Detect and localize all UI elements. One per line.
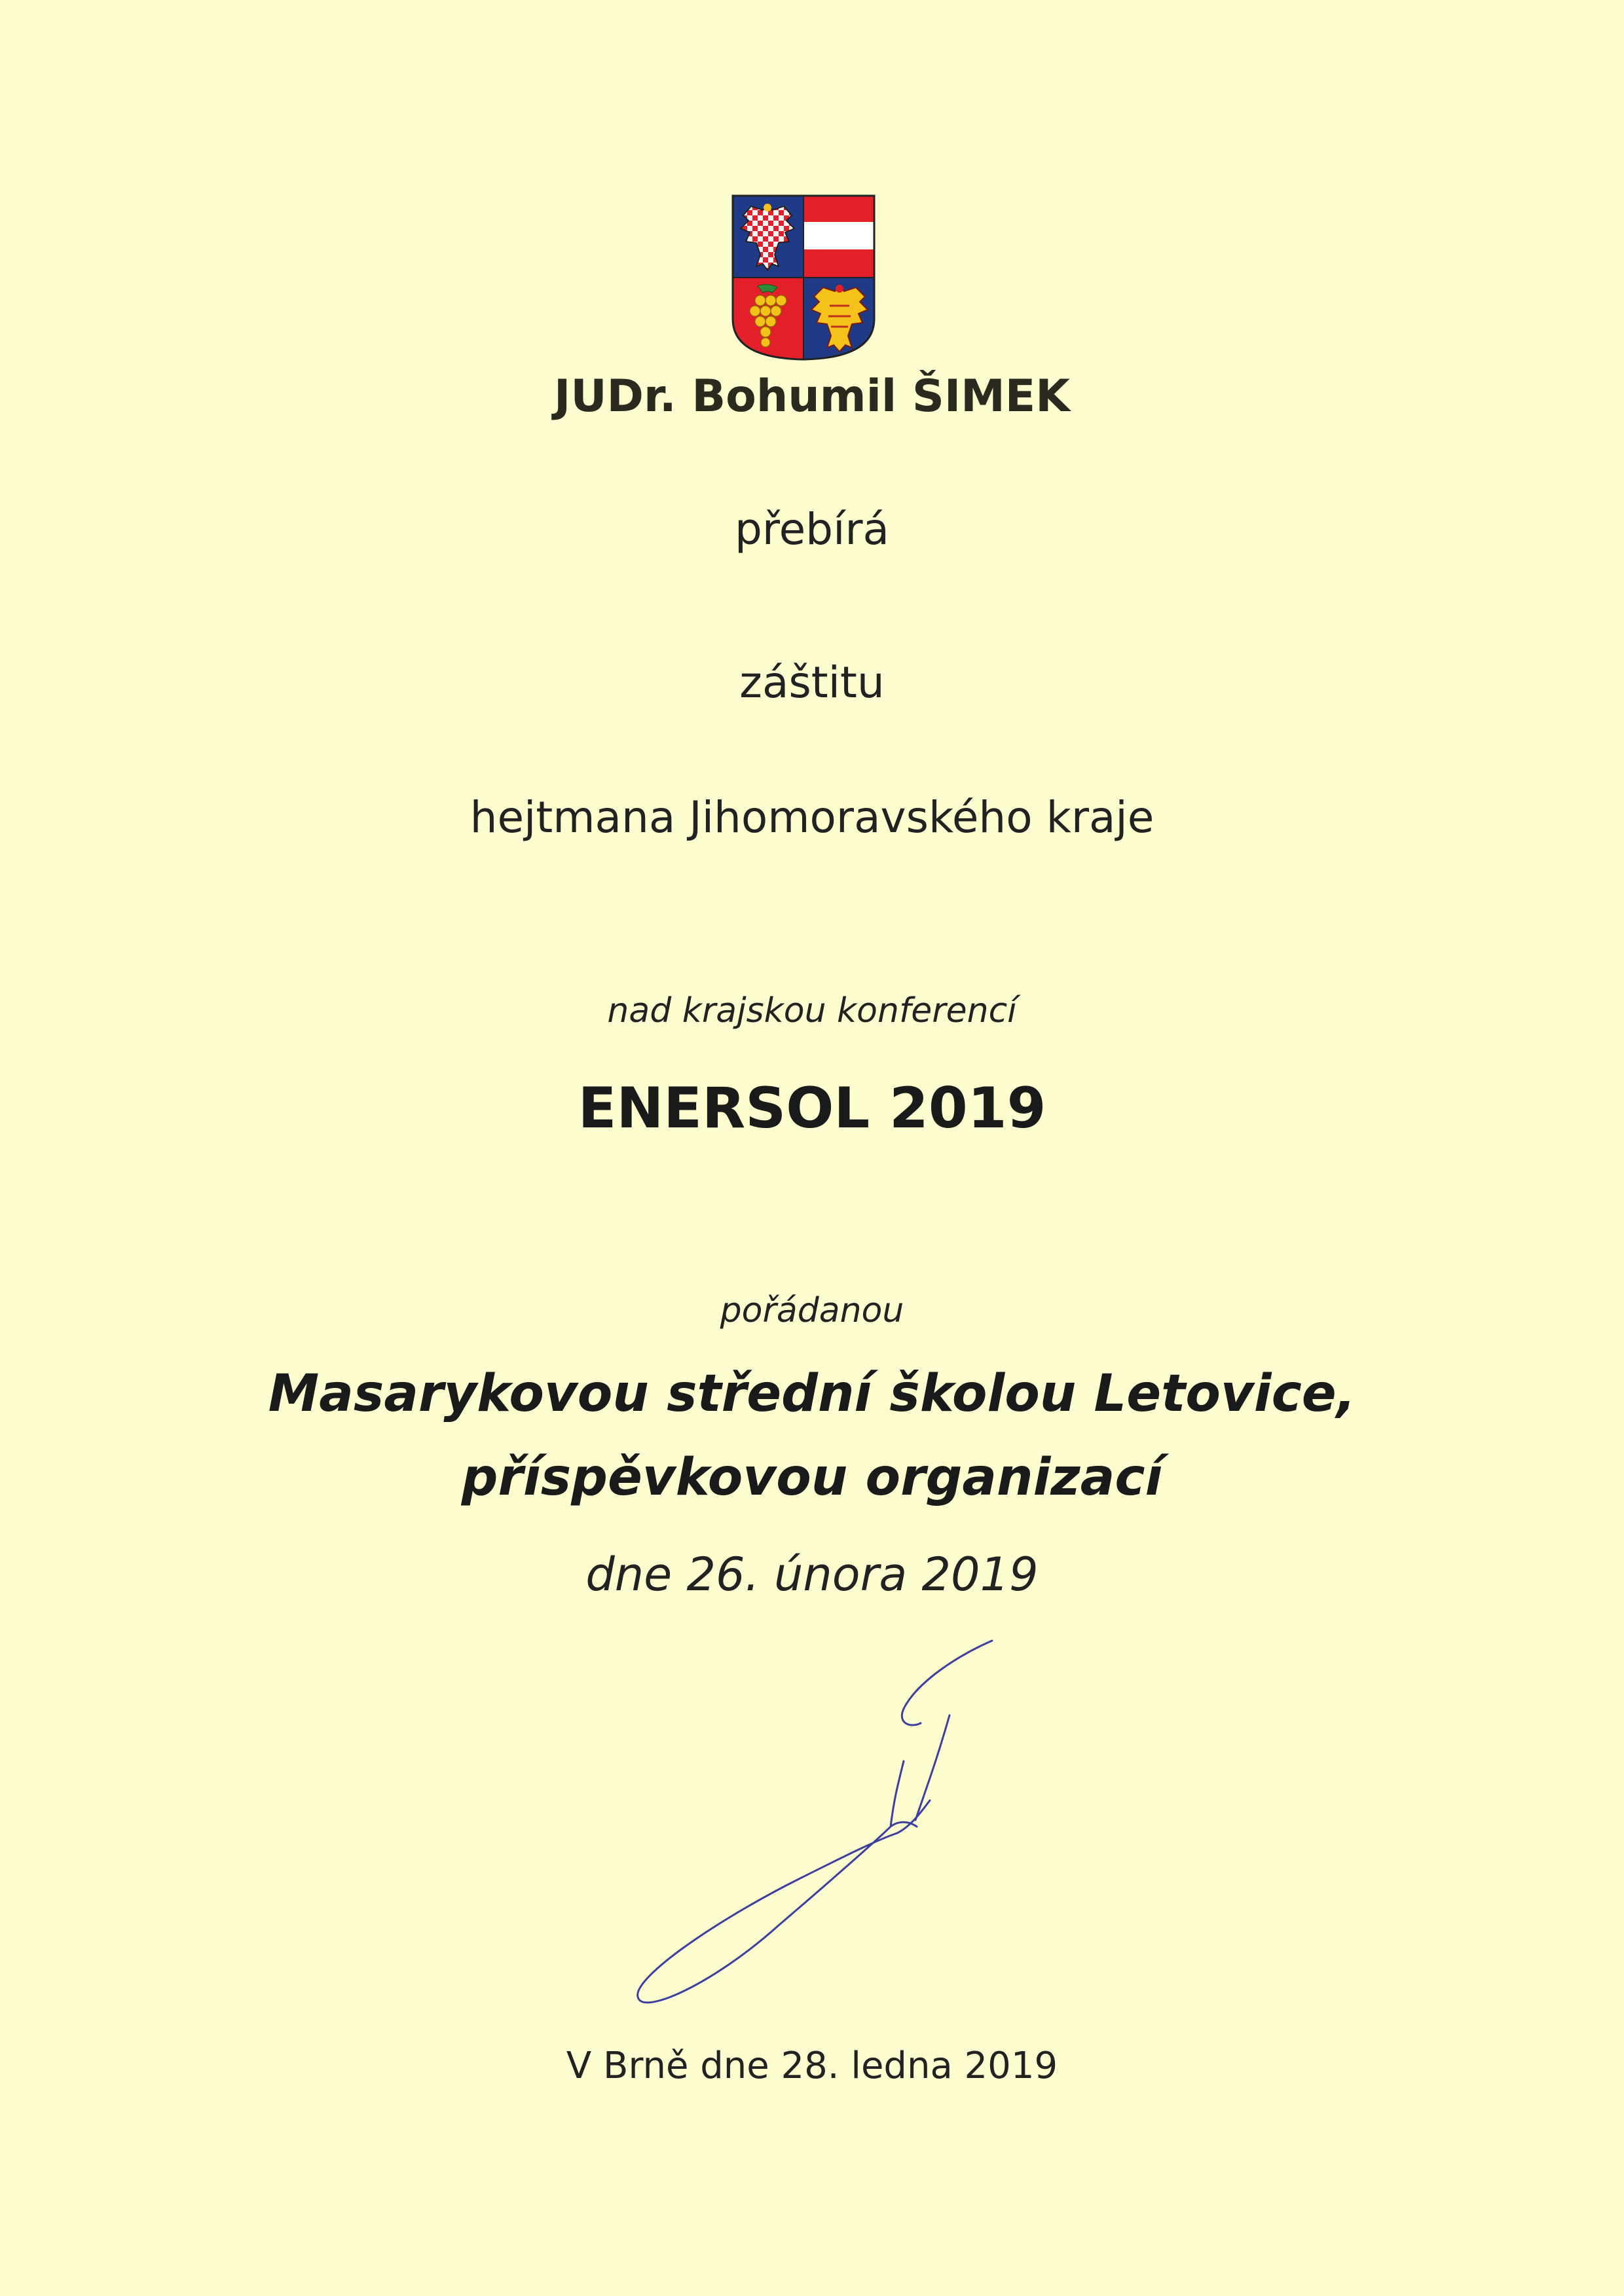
organizer-line-2: příspěvkovou organizací	[461, 1448, 1163, 1507]
organizer-line-1: Masarykovou střední školou Letovice,	[268, 1364, 1356, 1423]
signature-icon	[629, 1630, 1008, 2023]
organized-text: pořádanou	[720, 1291, 904, 1330]
coat-of-arms-icon	[731, 194, 876, 361]
conference-intro-text: nad krajskou konferencí	[607, 991, 1017, 1030]
official-name: JUDr. Bohumil ŠIMEK	[554, 371, 1070, 422]
place-and-date: V Brně dne 28. ledna 2019	[566, 2045, 1058, 2087]
patronage-text: záštitu	[739, 657, 885, 708]
event-date: dne 26. února 2019	[585, 1548, 1039, 1601]
governor-text: hejtmana Jihomoravského kraje	[470, 792, 1154, 843]
event-name: ENERSOL 2019	[578, 1076, 1046, 1141]
takes-text: přebírá	[735, 504, 889, 555]
